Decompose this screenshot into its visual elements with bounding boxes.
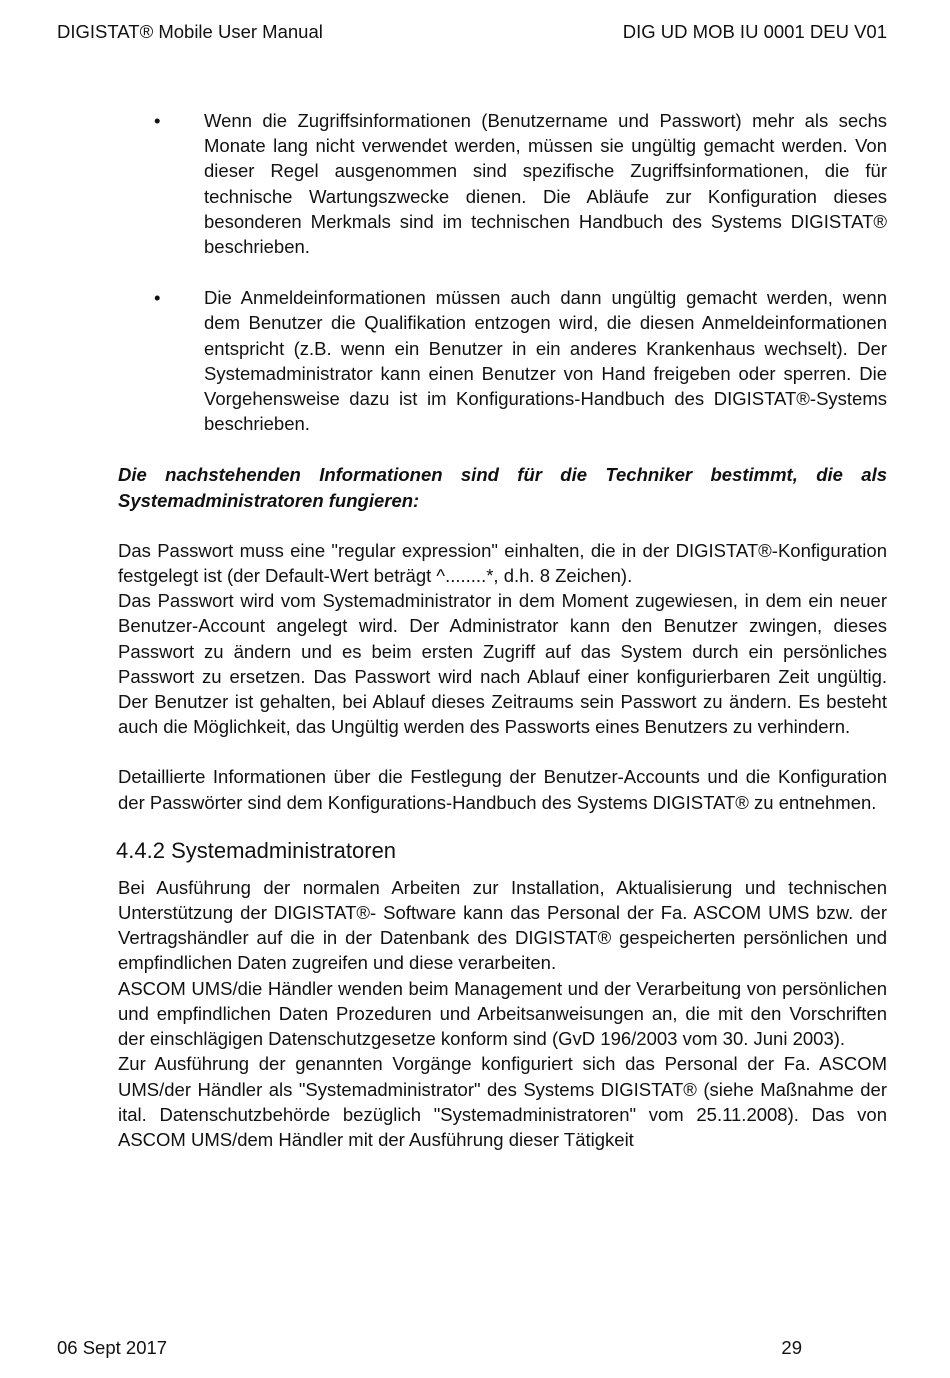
bullet-icon: • xyxy=(154,110,161,131)
footer-date: 06 Sept 2017 xyxy=(57,1337,168,1358)
page-header xyxy=(57,20,887,44)
paragraph-password-regex: Das Passwort muss eine "regular expression" einhalten, die in der DIGISTAT®-Konfiguration festgelegt ist (der Default-Wert beträgt ^........*, d.h. 8 Zeichen). xyxy=(118,539,887,587)
page-footer xyxy=(57,1336,802,1360)
document-code: DIG UD MOB IU 0001 DEU V01 xyxy=(622,21,887,42)
paragraph-details: Detaillierte Informationen über die Festlegung der Benutzer-Accounts und die Konfiguration der Passwörter sind dem Konfigurations-Handbuch des Systems DIGISTAT® zu entnehmen. xyxy=(118,766,887,813)
bullet-list xyxy=(118,108,887,436)
section-title: Systemadministratoren xyxy=(171,837,397,863)
section-number: 4.4.2 xyxy=(116,837,165,863)
bullet-text: Wenn die Zugriffsinformationen (Benutzername und Passwort) mehr als sechs Monate lang nicht verwendet werden, müssen sie ungültig gemacht werden. Von dieser Regel ausgenommen sind spezifische Zugriffsinformationen, die für technische Wartungszwecke dienen. Die Abläufe zur Konfiguration dieses besonderen Merkmals sind im technischen Handbuch des Systems DIGISTAT® beschrieben. xyxy=(204,110,887,258)
bullet-text: Die Anmeldeinformationen müssen auch dann ungültig gemacht werden, wenn dem Benutzer die Qualifikation entzogen wird, die diesen Anmeldeinformationen entspricht (z.B. wenn ein Benutzer in ein anderes Krankenhaus wechselt). Der Systemadministrator kann einen Benutzer von Hand freigeben oder sperren. Die Vorgehensweise dazu ist im Konfigurations-Handbuch des DIGISTAT®-Systems beschrieben. xyxy=(204,287,887,435)
section-heading xyxy=(116,837,887,865)
paragraph-installation: Bei Ausführung der normalen Arbeiten zur Installation, Aktualisierung und technischen Unterstützung der DIGISTAT®- Software kann das Personal der Fa. ASCOM UMS bzw. der Vertragshändler auf die in der Datenbank des DIGISTAT® gespeicherten persönlichen und empfindlichen Daten zugreifen und diese verarbeiten. xyxy=(118,876,887,974)
technician-note: Die nachstehenden Informationen sind für die Techniker bestimmt, die als Systemadministratoren fungieren: xyxy=(118,464,887,511)
page-content xyxy=(118,108,887,1152)
document-title: DIGISTAT® Mobile User Manual xyxy=(57,21,323,42)
list-item xyxy=(118,285,887,436)
bullet-icon: • xyxy=(154,287,161,309)
list-item xyxy=(118,108,887,259)
paragraph-password-assignment: Das Passwort wird vom Systemadministrator in dem Moment zugewiesen, in dem ein neuer Benutzer-Account angelegt wird. Der Administrator kann den Benutzer zwingen, dieses Passwort zu ändern und es beim ersten Zugriff auf das System durch ein persönliches Passwort zu ersetzen. Das Passwort wird nach Ablauf einer konfigurierbaren Zeit ungültig. Der Benutzer ist gehalten, bei Ablauf dieses Zeitraums sein Passwort zu ändern. Es besteht auch die Möglichkeit, das Ungültig werden des Passworts eines Benutzers zu verhindern. xyxy=(118,590,887,738)
page-number: 29 xyxy=(781,1337,802,1358)
paragraph-system-admin: Zur Ausführung der genannten Vorgänge konfiguriert sich das Personal der Fa. ASCOM UMS/der Händler als "Systemadministrator" des Systems DIGISTAT® (siehe Maßnahme der ital. Datenschutzbehörde bezüglich "Systemadministratoren" vom 25.11.2008). Das von ASCOM UMS/dem Händler mit der Ausführung dieser Tätigkeit xyxy=(118,1053,887,1150)
paragraph-data-processing: ASCOM UMS/die Händler wenden beim Management und der Verarbeitung von persönlichen und empfindlichen Daten Prozeduren und Arbeitsanweisungen an, die mit den Vorschriften der einschlägigen Datenschutzgesetze konform sind (GvD 196/2003 vom 30. Juni 2003). xyxy=(118,977,887,1050)
